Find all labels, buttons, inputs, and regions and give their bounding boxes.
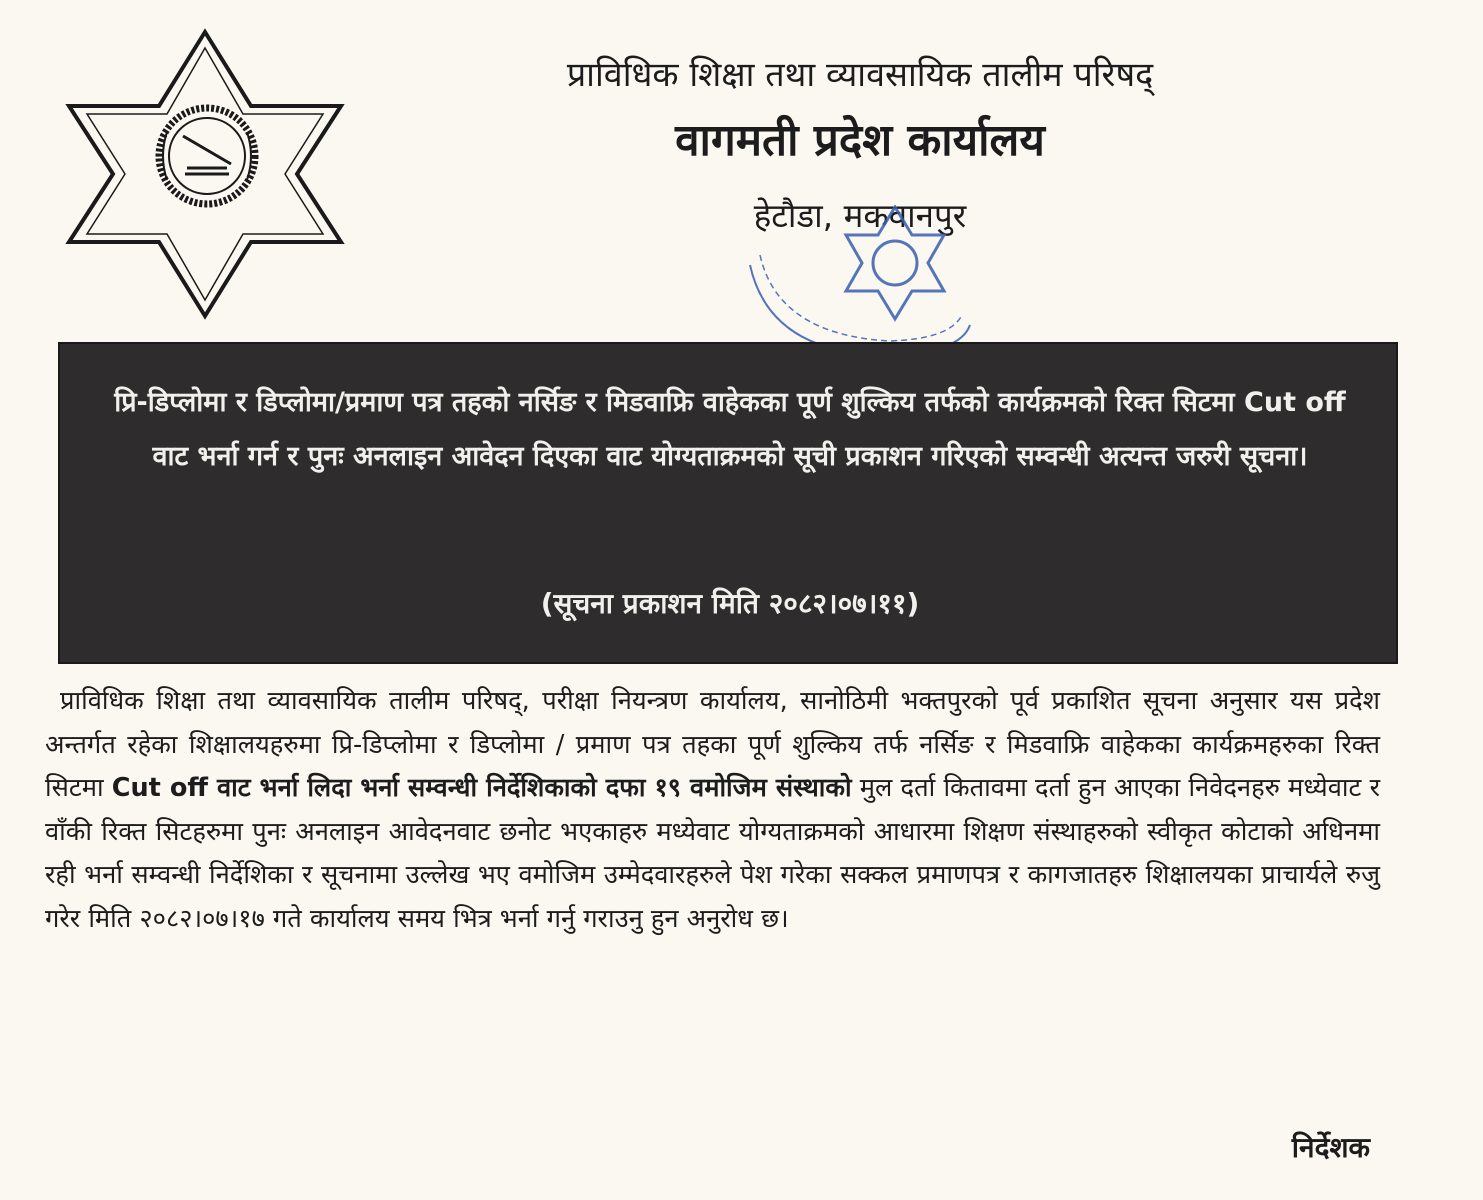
- signature-title: निर्देशक: [1291, 1131, 1370, 1164]
- notice-title: प्रि-डिप्लोमा र डिप्लोमा/प्रमाण पत्र तहको नर्सिङ र मिडवाफ्रि वाहेकका पूर्ण शुल्किय तर्फको कार्यक्रमको रिक्त सिटमा Cut off वाट भर्ना गर्न र पुनः अनलाइन आवेदन दिएका वाट योग्यताक्रमको सूची प्रकाशन गरिएको सम्वन्धी अत्यन्त जरुरी सूचना।: [114, 387, 1346, 472]
- notice-body: [45, 680, 1380, 941]
- body-part-2: मुल दर्ता कितावमा दर्ता हुन आएका निवेदनहरु मध्येवाट र वाँकी रिक्त सिटहरुमा पुनः अनलाइन आवेदनवाट छनोट भएकाहरु मध्येवाट योग्यताक्रमको आधारमा शिक्षण संस्थाहरुको स्वीकृत कोटाको अधिनमा रही भर्ना सम्वन्धी निर्देशिका र सूचनामा उल्लेख भए वमोजिम उम्मेदवारहरुले पेश गरेका सक्कल प्रमाणपत्र र कागजातहरु शिक्षालयका प्राचार्यले रुजु गरेर मिति २०८२।०७।१७ गते कार्यालय समय भित्र भर्ना गर्नु गराउनु हुन अनुरोध छ।: [45, 773, 1380, 934]
- office-name: वागमती प्रदेश कार्यालय: [675, 115, 1045, 166]
- office-location: हेटौडा, मकवानपुर: [753, 196, 967, 235]
- publish-date: (सूचना प्रकाशन मिति २०८२।०७।११): [540, 587, 920, 620]
- star-emblem-svg: [55, 28, 355, 320]
- body-bold-part: Cut off वाट भर्ना लिदा भर्ना सम्वन्धी निर्देशिकाको दफा १९ वमोजिम संस्थाको: [111, 773, 852, 803]
- notice-banner: [58, 342, 1398, 664]
- body-part-1: प्राविधिक शिक्षा तथा व्यावसायिक तालीम परिषद्, परीक्षा नियन्त्रण कार्यालय, सानोठिमी भक्तपुरको पूर्व प्रकाशित सूचना अनुसार यस प्रदेश अन्तर्गत रहेका शिक्षालयहरुमा प्रि-डिप्लोमा र डिप्लोमा / प्रमाण पत्र तहका पूर्ण शुल्किय तर्फ नर्सिङ र मिडवाफ्रि वाहेकका कार्यक्रमहरुका रिक्त सिटमा: [45, 686, 1380, 803]
- organization-name: प्राविधिक शिक्षा तथा व्यावसायिक तालीम परिषद्: [566, 55, 1154, 95]
- ctevt-emblem-icon: [55, 28, 355, 320]
